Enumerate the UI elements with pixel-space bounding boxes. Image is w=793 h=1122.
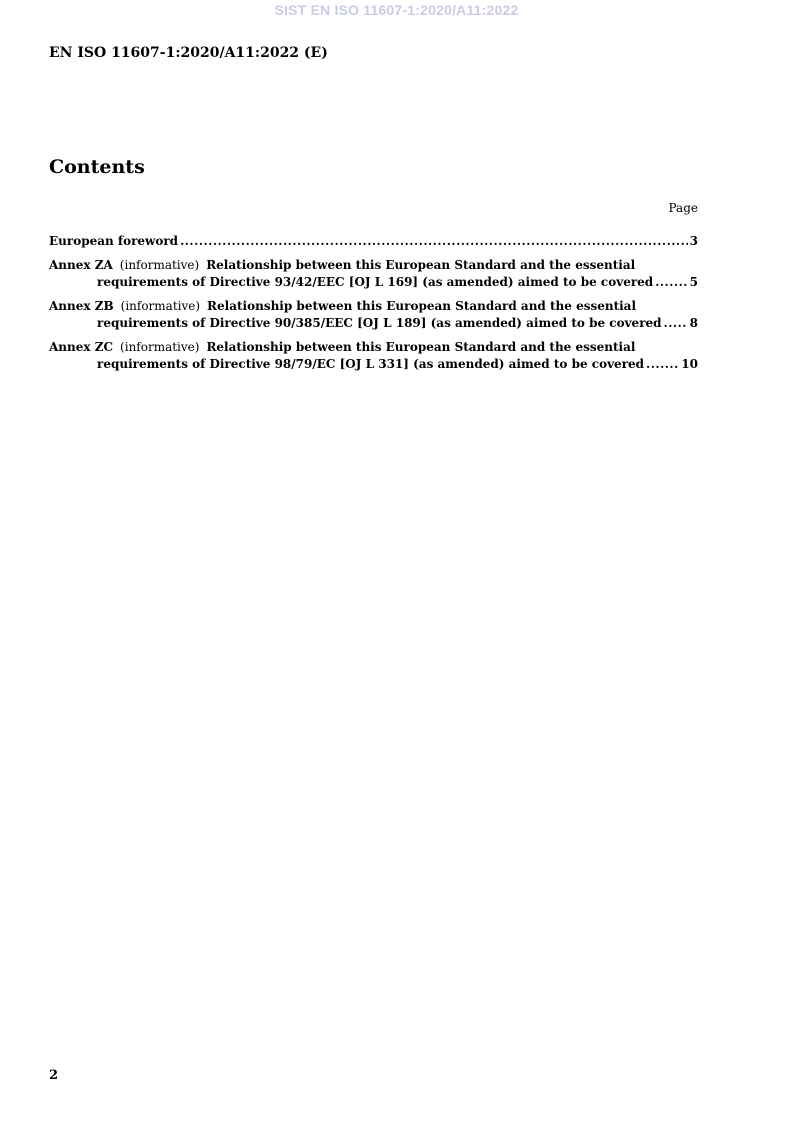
annex-label[interactable]: Annex ZA <box>49 258 113 272</box>
annex-title-line1[interactable]: Relationship between this European Standard and the essential <box>207 299 637 313</box>
document-identifier: EN ISO 11607-1:2020/A11:2022 (E) <box>49 45 328 61</box>
annex-title-line2[interactable]: requirements of Directive 98/79/EC [OJ L 331] (as amended) aimed to be covered <box>97 357 645 371</box>
table-of-contents <box>49 233 698 380</box>
dot-leader <box>646 356 679 373</box>
toc-page-number[interactable]: 5 <box>689 275 698 289</box>
toc-page-number[interactable]: 8 <box>689 316 698 330</box>
annex-label[interactable]: Annex ZC <box>49 340 114 354</box>
annex-type: (informative) <box>120 340 200 354</box>
annex-title-line1[interactable]: Relationship between this European Standard and the essential <box>206 258 636 272</box>
toc-entry-european-foreword[interactable] <box>49 233 698 250</box>
page-number: 2 <box>49 1068 59 1083</box>
annex-type: (informative) <box>120 299 201 313</box>
toc-entry-annex-zc[interactable] <box>49 339 698 373</box>
toc-entry-annex-zb[interactable] <box>49 298 698 332</box>
dot-leader <box>664 315 688 332</box>
toc-entry-title[interactable]: European foreword <box>49 234 179 248</box>
toc-entry-annex-za[interactable] <box>49 257 698 291</box>
page-column-label: Page <box>668 201 698 215</box>
annex-title-line1[interactable]: Relationship between this European Standard and the essential <box>206 340 636 354</box>
annex-type: (informative) <box>119 258 200 272</box>
toc-page-number[interactable]: 10 <box>681 357 698 371</box>
dot-leader <box>655 274 687 291</box>
annex-title-line2[interactable]: requirements of Directive 90/385/EEC [OJ L 189] (as amended) aimed to be covered <box>97 316 662 330</box>
watermark: SIST EN ISO 11607-1:2020/A11:2022 <box>274 2 519 18</box>
toc-page-number[interactable]: 3 <box>689 234 698 248</box>
contents-title: Contents <box>49 156 145 178</box>
annex-label[interactable]: Annex ZB <box>49 299 114 313</box>
dot-leader <box>180 233 688 250</box>
annex-title-line2[interactable]: requirements of Directive 93/42/EEC [OJ L 169] (as amended) aimed to be covered <box>97 275 654 289</box>
